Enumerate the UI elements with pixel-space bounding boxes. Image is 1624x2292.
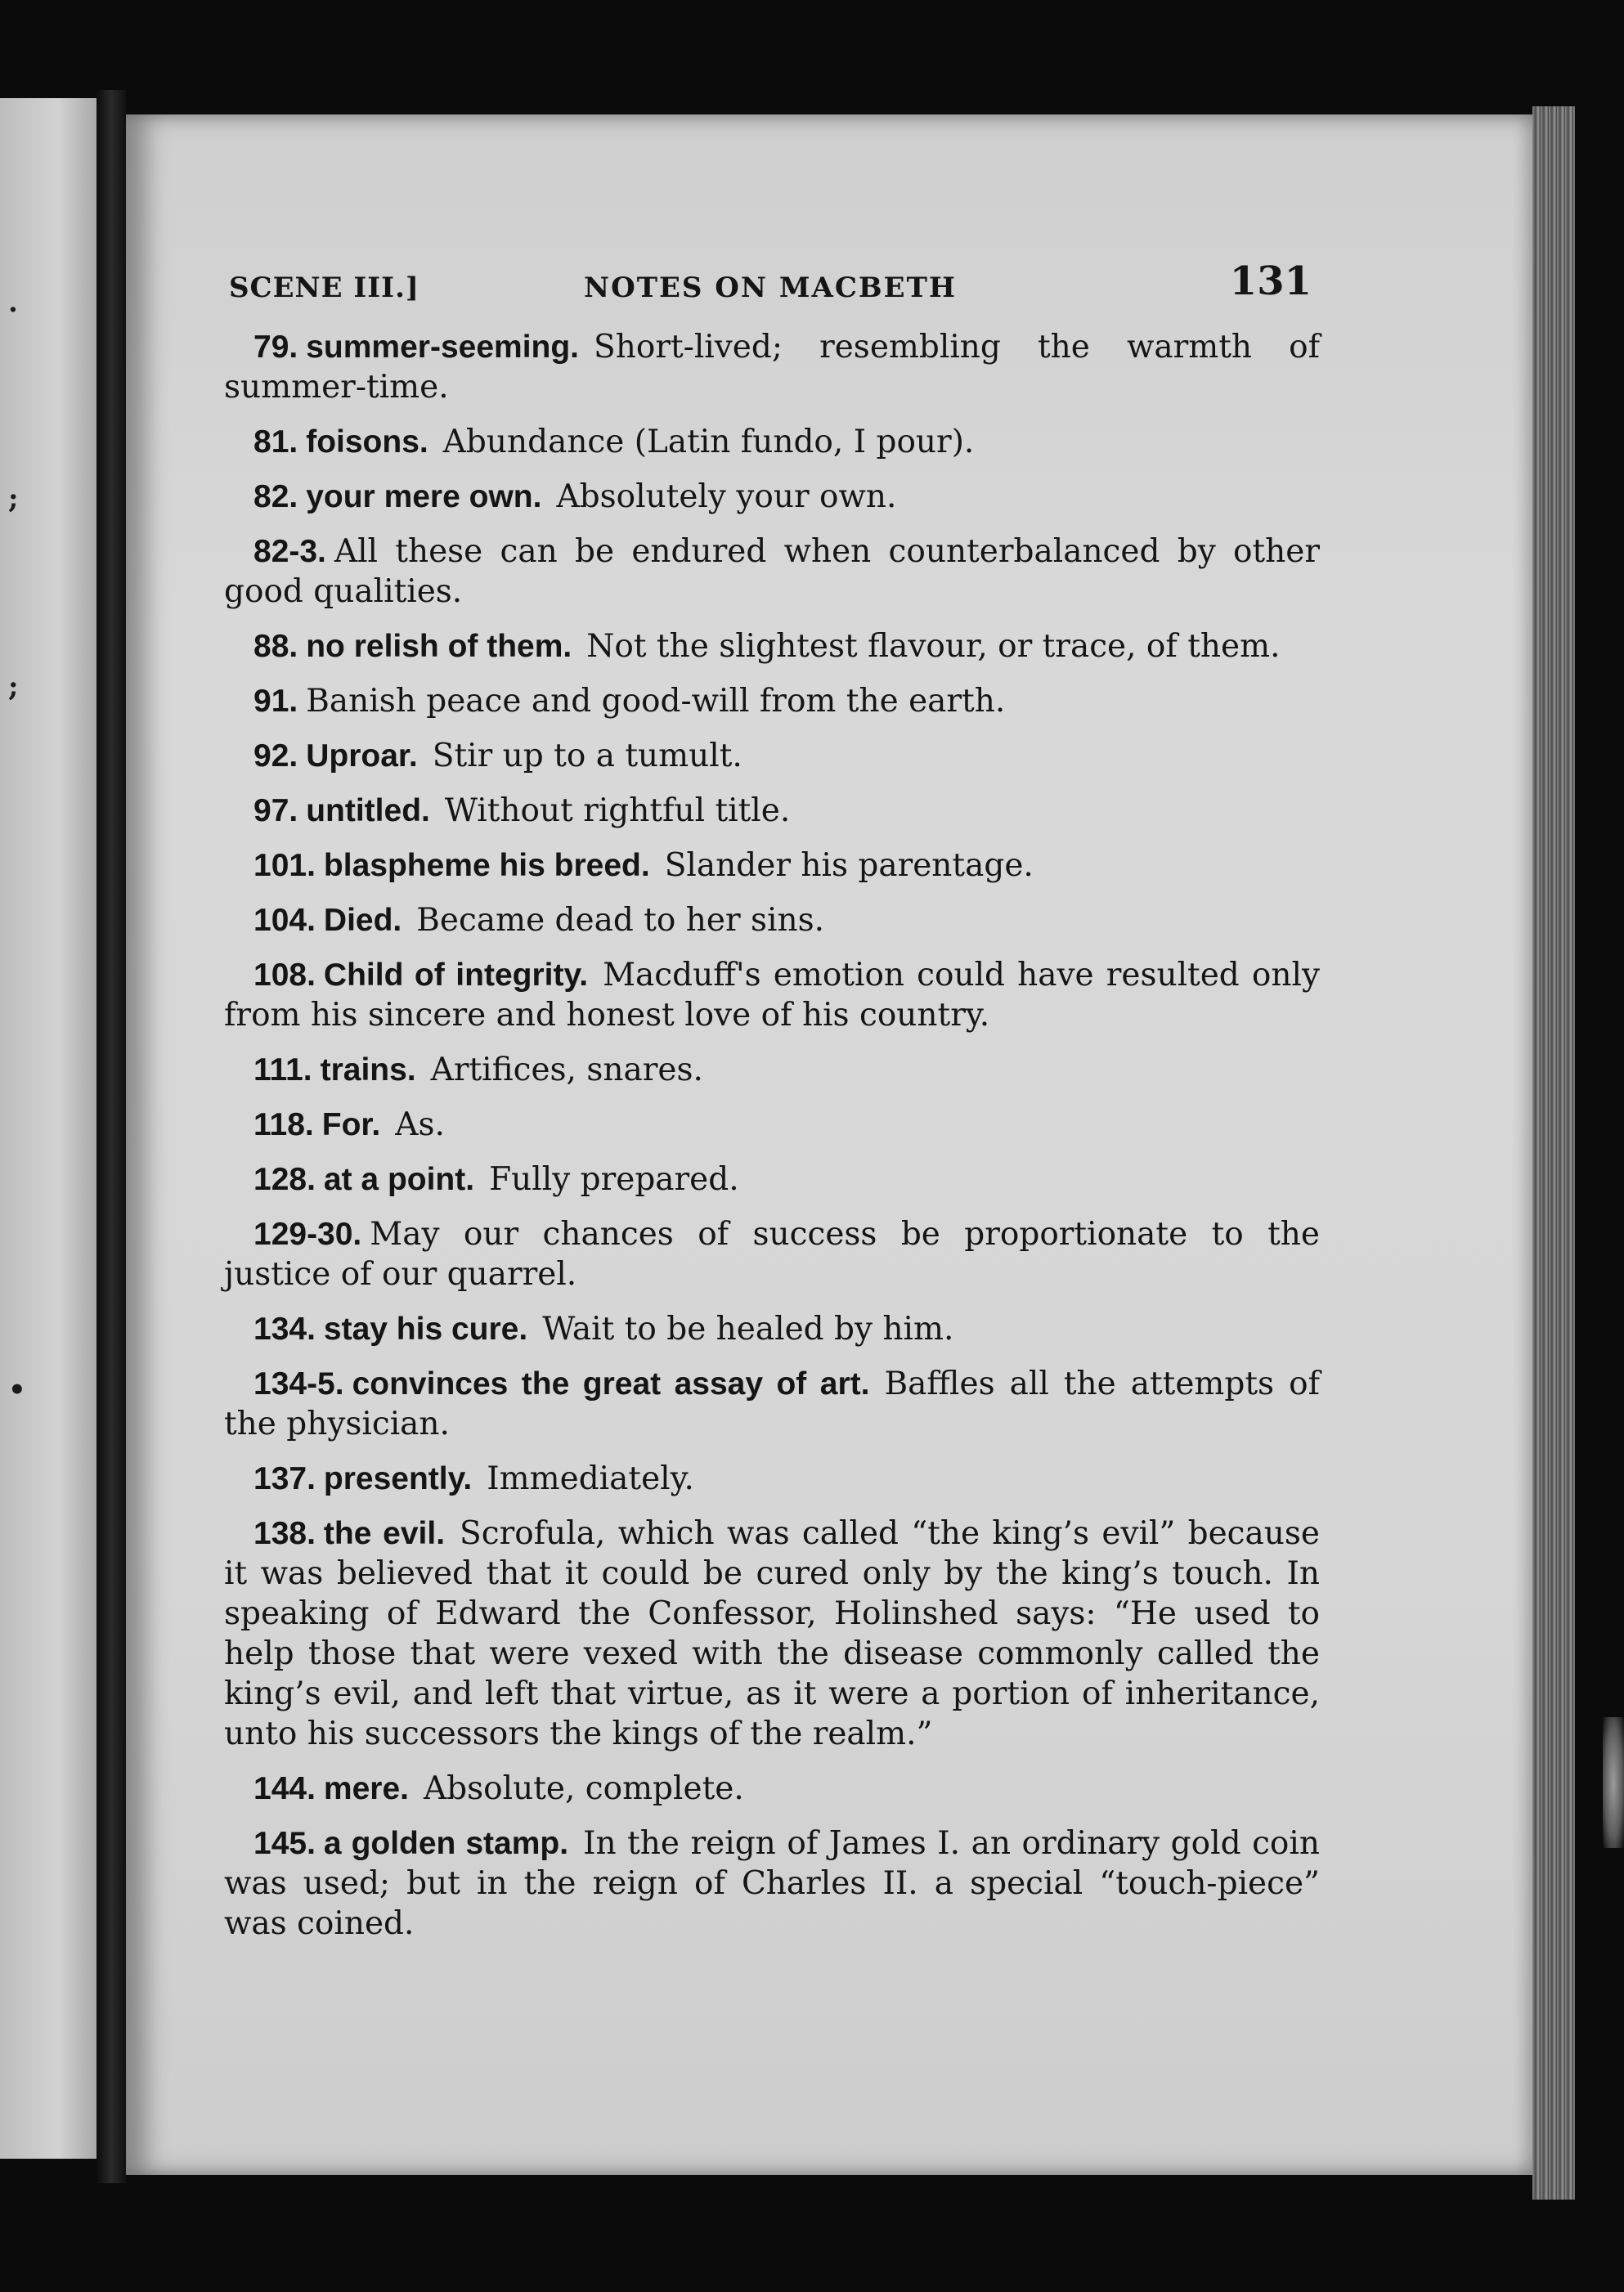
note-line-number: 145.	[253, 1826, 316, 1861]
note-entry	[224, 955, 1320, 1035]
note-term: mere.	[323, 1771, 409, 1806]
note-line-number: 101.	[253, 848, 316, 883]
note-term: For.	[321, 1107, 381, 1142]
note-entry	[224, 1769, 1320, 1809]
note-entry	[224, 477, 1320, 517]
note-entry	[224, 1105, 1320, 1145]
note-line-number: 104.	[253, 903, 316, 938]
note-gloss: Artifices, snares.	[430, 1052, 703, 1088]
note-term: no relish of them.	[306, 629, 572, 664]
note-line-number: 82.	[253, 479, 298, 514]
note-term: Uproar.	[306, 738, 418, 774]
note-gloss: Stir up to a tumult.	[432, 738, 742, 774]
note-gloss: Absolute, complete.	[423, 1770, 744, 1807]
note-gloss: In the reign of James I. an ordinary gold coin was used; but in the reign of Charles II. a special “touch-piece” was coined.	[224, 1825, 1320, 1942]
note-line-number: 79.	[253, 330, 298, 365]
note-line-number: 118.	[253, 1107, 314, 1142]
note-entry	[224, 626, 1320, 666]
note-term: Died.	[323, 903, 402, 938]
note-line-number: 92.	[253, 738, 298, 774]
note-term: untitled.	[306, 793, 430, 828]
facing-page-edge	[0, 98, 96, 2159]
note-gloss: Became dead to her sins.	[416, 902, 825, 939]
note-entry	[224, 845, 1320, 886]
note-entry	[224, 1459, 1320, 1499]
note-line-number: 91.	[253, 684, 298, 719]
note-term: the evil.	[323, 1516, 446, 1551]
note-line-number: 81.	[253, 424, 298, 460]
note-term: convinces the great assay of art.	[352, 1366, 870, 1402]
page-content	[224, 258, 1320, 1958]
note-entry	[224, 532, 1320, 612]
note-gloss: Not the slightest flavour, or trace, of them.	[586, 628, 1281, 665]
note-entry	[224, 1050, 1320, 1090]
note-term: at a point.	[323, 1162, 475, 1197]
note-gloss: Slander his parentage.	[664, 847, 1034, 884]
note-line-number: 111.	[253, 1052, 312, 1088]
facing-page-mark: ;	[8, 482, 19, 515]
note-term: foisons.	[306, 424, 428, 460]
note-gloss: Absolutely your own.	[556, 478, 897, 515]
facing-page-mark: ;	[8, 671, 19, 703]
page-number: 131	[1229, 258, 1312, 304]
note-line-number: 129-30.	[253, 1217, 362, 1252]
note-entry	[224, 1823, 1320, 1944]
note-term: a golden stamp.	[323, 1826, 569, 1861]
note-gloss: Banish peace and good-will from the earth.	[306, 683, 1006, 720]
note-gloss: Abundance (Latin fundo, I pour).	[442, 424, 975, 460]
note-entry	[224, 422, 1320, 462]
note-entry	[224, 736, 1320, 776]
book-gutter	[96, 90, 126, 2183]
note-entry	[224, 1159, 1320, 1200]
scan-smudge	[1603, 1717, 1624, 1848]
note-term: blaspheme his breed.	[323, 848, 650, 883]
note-gloss: Short-lived; resembling the warmth of summer-time.	[224, 329, 1320, 406]
note-gloss: Fully prepared.	[489, 1161, 739, 1198]
note-gloss: May our chances of success be proportionate to the justice of our quarrel.	[224, 1216, 1320, 1293]
note-entry	[224, 327, 1320, 407]
note-entry	[224, 1364, 1320, 1444]
header-title: NOTES ON MACBETH	[584, 271, 957, 304]
note-term: Child of integrity.	[323, 958, 589, 993]
facing-page-mark: .	[8, 286, 18, 319]
note-entry	[224, 1309, 1320, 1349]
header-scene: SCENE III.]	[229, 271, 419, 304]
page-stack-edge	[1532, 106, 1575, 2200]
note-term: presently.	[323, 1461, 473, 1496]
note-line-number: 128.	[253, 1162, 316, 1197]
note-entry	[224, 1514, 1320, 1754]
note-gloss: Baffles all the attempts of the physician.	[224, 1366, 1320, 1442]
note-term: trains.	[320, 1052, 416, 1088]
note-entry	[224, 1214, 1320, 1294]
note-line-number: 144.	[253, 1771, 316, 1806]
note-gloss: Without rightful title.	[444, 792, 791, 829]
note-line-number: 88.	[253, 629, 298, 664]
note-gloss: As.	[395, 1106, 445, 1143]
note-line-number: 82-3.	[253, 534, 326, 569]
note-gloss: Wait to be healed by him.	[542, 1311, 954, 1348]
note-gloss: All these can be endured when counterbalanced by other good qualities.	[224, 533, 1320, 610]
note-line-number: 97.	[253, 793, 298, 828]
note-term: your mere own.	[306, 479, 542, 514]
note-line-number: 137.	[253, 1461, 316, 1496]
note-entry	[224, 900, 1320, 940]
note-entry	[224, 681, 1320, 721]
note-line-number: 138.	[253, 1516, 316, 1551]
facing-page-mark: •	[8, 1374, 26, 1406]
notes-list	[224, 327, 1320, 1944]
note-term: summer-seeming.	[306, 330, 580, 365]
note-gloss: Macduff's emotion could have resulted only from his sincere and honest love of his country.	[224, 957, 1320, 1034]
note-term: stay his cure.	[323, 1312, 528, 1347]
note-entry	[224, 791, 1320, 831]
note-line-number: 134-5.	[253, 1366, 344, 1402]
note-line-number: 108.	[253, 958, 316, 993]
note-gloss: Immediately.	[487, 1460, 694, 1497]
note-line-number: 134.	[253, 1312, 316, 1347]
running-header	[224, 258, 1320, 319]
note-gloss: Scrofula, which was called “the king’s evil” because it was believed that it could be cured only by the king’s touch. In speaking of Edward the Confessor, Holinshed says: “He used to help those that were vexed with the disease commonly called the king’s evil, and left that virtue, as it were a portion of inheritance, unto his successors the kings of the realm.”	[224, 1515, 1320, 1752]
